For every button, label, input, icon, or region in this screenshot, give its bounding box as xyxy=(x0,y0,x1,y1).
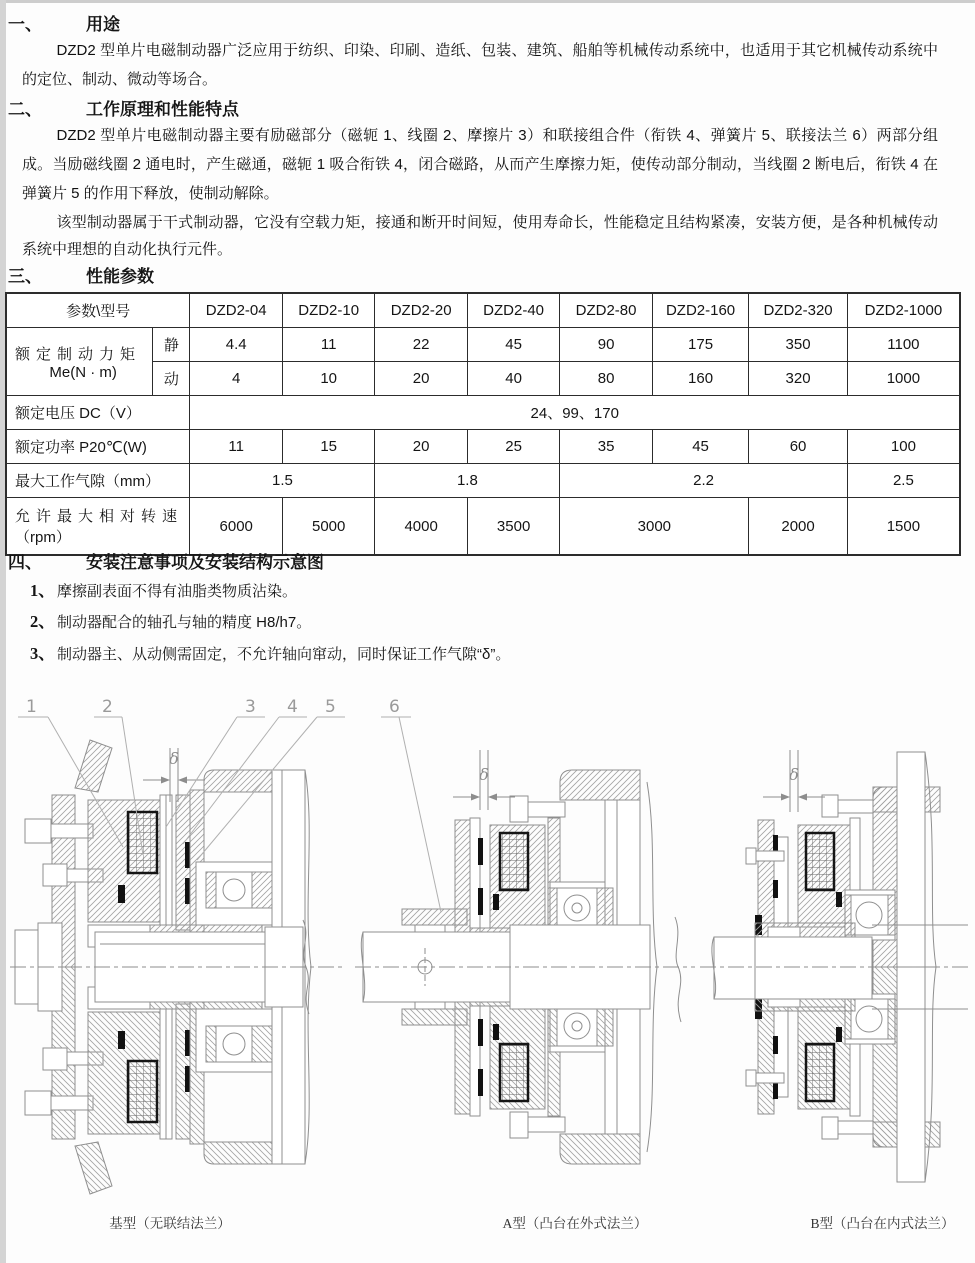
section-2-heading xyxy=(8,95,239,120)
callout-5: 5 xyxy=(325,697,336,717)
section-1-heading xyxy=(8,10,120,35)
callout-2: 2 xyxy=(102,697,113,717)
value-cell: 45 xyxy=(467,328,559,362)
value-cell: 11 xyxy=(190,430,282,464)
param-model-header: 参数\型号 xyxy=(6,293,190,328)
value-cell: 160 xyxy=(652,362,749,396)
model-header: DZD2-80 xyxy=(560,293,652,328)
value-cell: 3000 xyxy=(560,498,749,556)
speed-unit: （rpm） xyxy=(15,529,71,546)
scan-edge-top xyxy=(0,0,975,3)
value-cell: 3500 xyxy=(467,498,559,556)
callout-3: 3 xyxy=(245,697,256,717)
diagram-b-type xyxy=(700,692,972,1197)
gap-label: 最大工作气隙（mm） xyxy=(6,464,190,498)
section-3-number: 三、 xyxy=(8,267,42,286)
item-text: 摩擦副表面不得有油脂类物质沾染。 xyxy=(57,583,298,600)
list-item xyxy=(30,608,311,632)
diagram-a-type xyxy=(355,692,700,1197)
section-1-title: 用途 xyxy=(86,15,120,34)
table-row xyxy=(6,293,960,328)
item-text: 制动器配合的轴孔与轴的精度 H8/h7。 xyxy=(57,614,312,631)
value-cell: 40 xyxy=(467,362,559,396)
list-item xyxy=(30,640,510,664)
value-cell: 350 xyxy=(749,328,848,362)
caption-b-type: B型（凸台在内式法兰） xyxy=(810,1216,955,1231)
power-label: 额定功率 P20℃(W) xyxy=(6,430,190,464)
value-cell: 320 xyxy=(749,362,848,396)
value-cell: 5000 xyxy=(282,498,374,556)
item-number: 2、 xyxy=(30,612,55,631)
section-1-number: 一、 xyxy=(8,15,42,34)
speed-label: 允许最大相对转速 xyxy=(15,508,184,525)
value-cell: 6000 xyxy=(190,498,282,556)
speed-label-cell xyxy=(6,498,190,556)
section-4-number: 四、 xyxy=(8,553,42,572)
table-row xyxy=(6,328,960,362)
value-cell: 2.5 xyxy=(847,464,960,498)
value-cell: 1000 xyxy=(847,362,960,396)
torque-label-cell xyxy=(6,328,153,396)
static-label: 静 xyxy=(153,328,190,362)
value-cell: 1500 xyxy=(847,498,960,556)
value-cell: 4000 xyxy=(375,498,467,556)
model-header: DZD2-04 xyxy=(190,293,282,328)
list-item xyxy=(30,577,297,601)
section-2-paragraph-2: 该型制动器属于干式制动器，它没有空载力矩，接通和断开时间短，使用寿命长，性能稳定且结构紧凑，安装方便，是各种机械传动系统中理想的自动化执行元件。 xyxy=(22,214,938,258)
item-number: 3、 xyxy=(30,644,55,663)
model-header: DZD2-320 xyxy=(749,293,848,328)
model-header: DZD2-1000 xyxy=(847,293,960,328)
voltage-label: 额定电压 DC（V） xyxy=(6,396,190,430)
value-cell: 2000 xyxy=(749,498,848,556)
value-cell: 1.8 xyxy=(375,464,560,498)
diagram-base-type xyxy=(10,692,355,1197)
value-cell: 25 xyxy=(467,430,559,464)
callout-1: 1 xyxy=(26,697,37,717)
dynamic-label: 动 xyxy=(153,362,190,396)
performance-table xyxy=(5,292,961,556)
torque-unit: Me(N · m) xyxy=(49,363,117,381)
torque-label: 额定制动力矩 xyxy=(15,345,142,363)
section-4-heading xyxy=(8,548,324,573)
table-row xyxy=(6,464,960,498)
caption-base-type: 基型（无联结法兰） xyxy=(109,1216,231,1231)
value-cell: 20 xyxy=(375,362,467,396)
value-cell: 11 xyxy=(282,328,374,362)
value-cell: 15 xyxy=(282,430,374,464)
model-header: DZD2-10 xyxy=(282,293,374,328)
section-2-title: 工作原理和性能特点 xyxy=(86,100,239,119)
value-cell: 45 xyxy=(652,430,749,464)
value-cell: 35 xyxy=(560,430,652,464)
voltage-value: 24、99、170 xyxy=(190,396,960,430)
value-cell: 4 xyxy=(190,362,282,396)
item-text: 制动器主、从动侧需固定，不允许轴向窜动，同时保证工作气隙“δ”。 xyxy=(57,646,511,663)
model-header: DZD2-160 xyxy=(652,293,749,328)
value-cell: 20 xyxy=(375,430,467,464)
value-cell: 175 xyxy=(652,328,749,362)
value-cell: 90 xyxy=(560,328,652,362)
value-cell: 60 xyxy=(749,430,848,464)
table-row xyxy=(6,430,960,464)
model-header: DZD2-20 xyxy=(375,293,467,328)
section-2-paragraph-1: DZD2 型单片电磁制动器主要有励磁部分（磁轭 1、线圈 2、摩擦片 3）和联接组合件（衔铁 4、弹簧片 5、联接法兰 6）两部分组成。当励磁线圈 2 通电时，产生磁通，磁轭 1 吸合衔铁 4，闭合磁路，从而产生摩擦力矩，使传动部分制动，当线圈 2 断电后，衔铁 4 在弹簧片 5 的作用下释放，使制动解除。 xyxy=(22,127,938,202)
section-2-number: 二、 xyxy=(8,100,42,119)
value-cell: 2.2 xyxy=(560,464,847,498)
value-cell: 1100 xyxy=(847,328,960,362)
section-3-heading xyxy=(8,262,154,287)
callout-6: 6 xyxy=(389,697,400,717)
section-1-paragraph: DZD2 型单片电磁制动器广泛应用于纺织、印染、印刷、造纸、包装、建筑、船舶等机械传动系统中，也适用于其它机械传动系统中的定位、制动、微动等场合。 xyxy=(22,42,938,88)
value-cell: 10 xyxy=(282,362,374,396)
value-cell: 4.4 xyxy=(190,328,282,362)
value-cell: 1.5 xyxy=(190,464,375,498)
section-3-title: 性能参数 xyxy=(86,267,154,286)
caption-a-type: A型（凸台在外式法兰） xyxy=(502,1216,648,1231)
delta-symbol: δ xyxy=(789,765,799,784)
model-header: DZD2-40 xyxy=(467,293,559,328)
section-4-title: 安装注意事项及安装结构示意图 xyxy=(86,553,324,572)
value-cell: 80 xyxy=(560,362,652,396)
item-number: 1、 xyxy=(30,581,55,600)
scan-edge-left xyxy=(0,0,6,1263)
value-cell: 100 xyxy=(847,430,960,464)
table-row xyxy=(6,498,960,556)
delta-symbol: δ xyxy=(169,749,179,768)
value-cell: 22 xyxy=(375,328,467,362)
table-row xyxy=(6,396,960,430)
callout-4: 4 xyxy=(287,697,298,717)
delta-symbol: δ xyxy=(479,765,489,784)
